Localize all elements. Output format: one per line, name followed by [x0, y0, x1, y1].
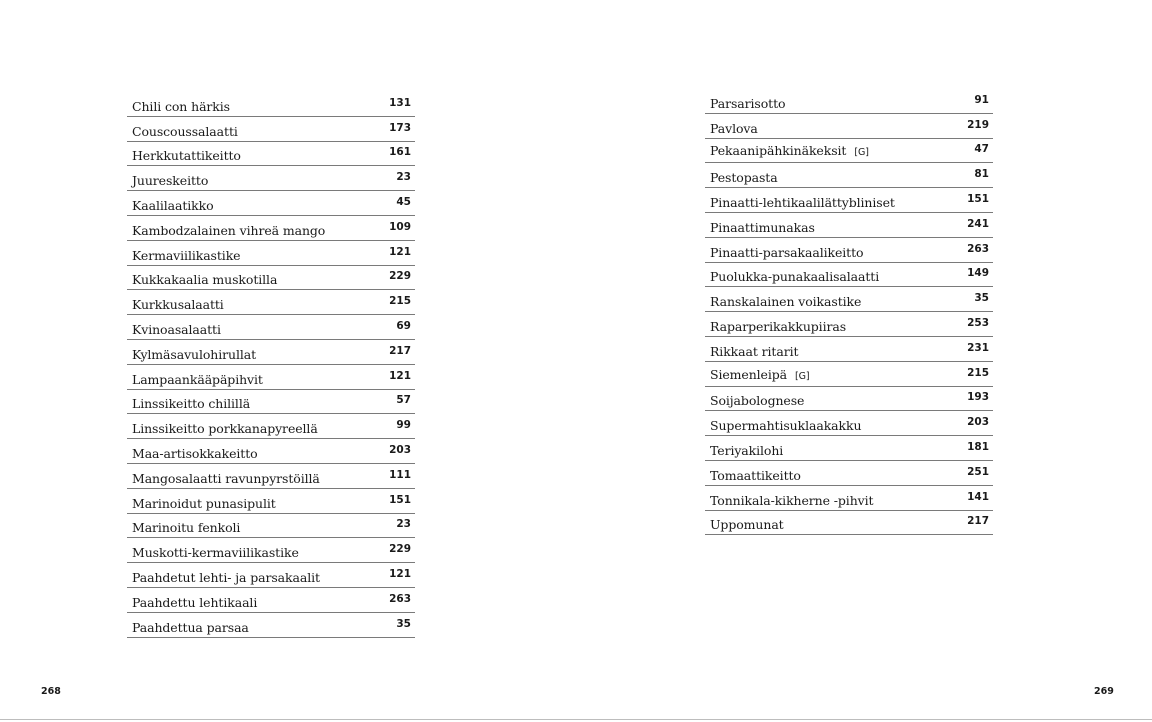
entry-title: Marinoitu fenkoli	[132, 520, 241, 536]
entry-page-number: 161	[389, 146, 411, 159]
entry-page-number: 45	[396, 195, 411, 208]
index-entry	[705, 263, 993, 288]
entry-title: Kermaviilikastike	[132, 247, 241, 263]
index-entry	[127, 216, 415, 241]
index-entry	[127, 166, 415, 191]
entry-page-number: 219	[967, 118, 989, 131]
index-entry	[127, 514, 415, 539]
entry-page-number: 229	[389, 270, 411, 283]
index-entry	[705, 238, 993, 263]
entry-page-number: 35	[396, 617, 411, 630]
entry-page-number: 217	[389, 344, 411, 357]
entry-title: Pinaattimunakas	[710, 219, 815, 235]
entry-page-number: 131	[389, 96, 411, 109]
index-entry	[127, 439, 415, 464]
index-entry	[705, 436, 993, 461]
index-entry	[705, 114, 993, 139]
entry-page-number: 215	[389, 295, 411, 308]
entry-title: Juureskeitto	[132, 173, 209, 189]
index-entry	[705, 213, 993, 238]
entry-title: Tonnikala-kikherne -pihvit	[710, 492, 874, 508]
entry-title: Parsarisotto	[710, 95, 786, 111]
entry-title	[710, 368, 810, 386]
page-edge-divider	[0, 719, 1152, 720]
index-entry	[705, 362, 993, 387]
entry-title: Kvinoasalaatti	[132, 321, 221, 337]
index-entry	[705, 188, 993, 213]
entry-page-number: 181	[967, 440, 989, 453]
entry-title-text: Siemenleipä	[710, 366, 788, 382]
index-list-right	[705, 89, 993, 535]
entry-page-number: 149	[967, 267, 989, 280]
entry-page-number: 121	[389, 567, 411, 580]
index-entry	[705, 163, 993, 188]
entry-page-number: 47	[974, 143, 989, 156]
entry-title: Uppomunat	[710, 517, 784, 533]
entry-title: Linssikeitto chilillä	[132, 396, 251, 412]
index-entry	[127, 142, 415, 167]
entry-page-number: 263	[389, 592, 411, 605]
entry-title: Muskotti-kermaviilikastike	[132, 545, 299, 561]
index-entry	[705, 312, 993, 337]
index-entry	[705, 387, 993, 412]
index-entry	[127, 588, 415, 613]
index-entry	[127, 290, 415, 315]
index-entry	[127, 266, 415, 291]
entry-title: Mangosalaatti ravunpyrstöillä	[132, 470, 320, 486]
entry-page-number: 193	[967, 391, 989, 404]
entry-page-number: 81	[974, 168, 989, 181]
entry-title: Pavlova	[710, 120, 758, 136]
entry-title: Paahdettua parsaa	[132, 619, 249, 635]
index-entry	[705, 511, 993, 536]
entry-page-number: 109	[389, 220, 411, 233]
entry-title: Raparperikakkupiiras	[710, 318, 847, 334]
gluten-free-tag: [G]	[854, 147, 869, 159]
index-entry	[705, 89, 993, 114]
entry-page-number: 69	[396, 319, 411, 332]
entry-page-number: 23	[396, 171, 411, 184]
entry-title: Ranskalainen voikastike	[710, 294, 862, 310]
entry-page-number: 151	[389, 493, 411, 506]
entry-title: Maa-artisokkakeitto	[132, 445, 258, 461]
page-number-right: 269	[1094, 686, 1114, 697]
entry-page-number: 229	[389, 543, 411, 556]
entry-title: Puolukka-punakaalisalaatti	[710, 269, 880, 285]
entry-title: Kukkakaalia muskotilla	[132, 272, 278, 288]
entry-page-number: 35	[974, 292, 989, 305]
index-entry	[127, 414, 415, 439]
index-entry	[705, 461, 993, 486]
entry-title: Linssikeitto porkkanapyreellä	[132, 421, 318, 437]
index-entry	[705, 139, 993, 164]
entry-title: Soijabolognese	[710, 393, 805, 409]
entry-title: Teriyakilohi	[710, 442, 784, 458]
entry-title: Marinoidut punasipulit	[132, 495, 276, 511]
entry-page-number: 215	[967, 366, 989, 379]
index-entry	[127, 191, 415, 216]
entry-title: Paahdetut lehti- ja parsakaalit	[132, 569, 320, 585]
gluten-free-tag: [G]	[795, 370, 810, 382]
index-entry	[127, 340, 415, 365]
entry-page-number: 217	[967, 515, 989, 528]
entry-page-number: 251	[967, 465, 989, 478]
entry-title: Pestopasta	[710, 170, 778, 186]
entry-page-number: 173	[389, 121, 411, 134]
entry-title: Kaalilaatikko	[132, 197, 214, 213]
entry-page-number: 203	[389, 443, 411, 456]
index-entry	[127, 365, 415, 390]
index-list-left	[127, 92, 415, 638]
entry-title: Pinaatti-parsakaalikeitto	[710, 244, 864, 260]
index-entry	[127, 117, 415, 142]
entry-page-number: 141	[967, 490, 989, 503]
entry-title: Pinaatti-lehtikaalilättybliniset	[710, 194, 895, 210]
entry-page-number: 23	[396, 518, 411, 531]
entry-title: Herkkutattikeitto	[132, 148, 241, 164]
entry-page-number: 57	[396, 394, 411, 407]
entry-title: Paahdettu lehtikaali	[132, 594, 258, 610]
entry-title-text: Pekaanipähkinäkeksit	[710, 143, 847, 159]
entry-title: Lampaankääpäpihvit	[132, 371, 263, 387]
entry-page-number: 99	[396, 419, 411, 432]
entry-page-number: 121	[389, 369, 411, 382]
entry-page-number: 203	[967, 416, 989, 429]
index-entry	[705, 486, 993, 511]
index-entry	[705, 411, 993, 436]
index-entry	[705, 337, 993, 362]
entry-title: Kurkkusalaatti	[132, 297, 224, 313]
index-entry	[127, 538, 415, 563]
entry-page-number: 91	[974, 93, 989, 106]
entry-page-number: 151	[967, 192, 989, 205]
entry-page-number: 121	[389, 245, 411, 258]
entry-title: Tomaattikeitto	[710, 467, 801, 483]
entry-page-number: 241	[967, 217, 989, 230]
index-entry	[127, 92, 415, 117]
index-entry	[705, 287, 993, 312]
entry-title	[710, 144, 869, 162]
entry-title: Rikkaat ritarit	[710, 343, 799, 359]
entry-title: Kambodzalainen vihreä mango	[132, 222, 326, 238]
entry-page-number: 231	[967, 341, 989, 354]
entry-page-number: 253	[967, 316, 989, 329]
index-entry	[127, 390, 415, 415]
index-entry	[127, 241, 415, 266]
index-entry	[127, 489, 415, 514]
page-number-left: 268	[41, 686, 61, 697]
entry-title: Couscoussalaatti	[132, 123, 238, 139]
entry-title: Supermahtisuklaakakku	[710, 418, 862, 434]
entry-page-number: 263	[967, 242, 989, 255]
entry-title: Kylmäsavulohirullat	[132, 346, 257, 362]
index-entry	[127, 315, 415, 340]
entry-title: Chili con härkis	[132, 98, 230, 114]
entry-page-number: 111	[389, 468, 411, 481]
index-entry	[127, 464, 415, 489]
index-entry	[127, 563, 415, 588]
index-entry	[127, 613, 415, 638]
